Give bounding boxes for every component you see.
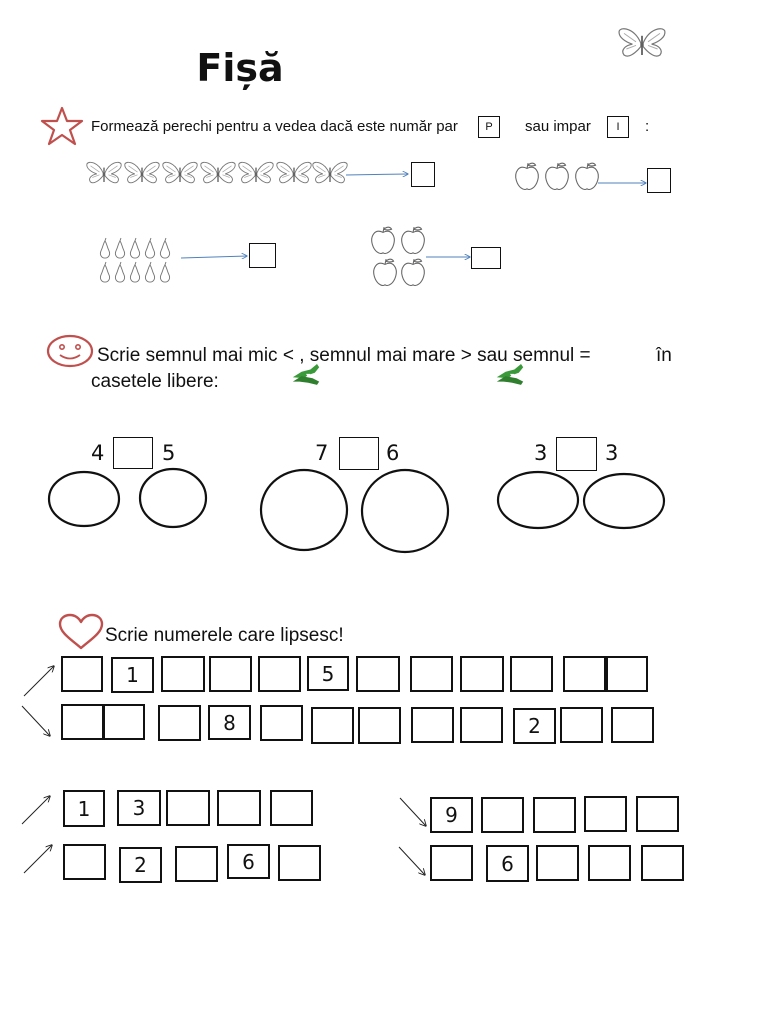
pair-arrow (346, 170, 412, 180)
number-box[interactable] (278, 845, 321, 881)
pair-arrow (598, 178, 650, 188)
number-box[interactable] (584, 796, 627, 832)
answer-box[interactable] (411, 162, 435, 187)
butterfly-icon (162, 160, 198, 186)
apple-icon (400, 258, 426, 288)
number-box[interactable] (61, 656, 103, 692)
butterfly-icon (618, 26, 666, 60)
number-box[interactable] (175, 846, 218, 882)
given-number: 6 (501, 851, 514, 876)
number-box[interactable] (307, 656, 349, 691)
pear-icon (143, 238, 157, 259)
number-box[interactable] (208, 705, 251, 740)
even-label-box: P (478, 116, 500, 138)
butterfly-icon (276, 160, 312, 186)
compare-left-number: 7 (315, 441, 329, 465)
exercise3-instruction: Scrie numerele care lipsesc! (105, 625, 344, 646)
butterfly-icon (200, 160, 236, 186)
arrow-up-right-icon (22, 664, 56, 698)
sign-box[interactable] (339, 437, 379, 470)
number-box[interactable] (411, 707, 454, 743)
number-box[interactable] (636, 796, 679, 832)
butterfly-icon (238, 160, 274, 186)
pear-icon (98, 238, 112, 259)
number-box[interactable] (270, 790, 313, 826)
smiley-icon (46, 334, 94, 368)
arrow-up-right-icon (20, 794, 52, 826)
given-number: 5 (321, 661, 335, 686)
arrow-down-right-icon (20, 704, 54, 738)
number-box[interactable] (119, 847, 162, 883)
number-box[interactable] (533, 797, 576, 833)
number-box[interactable] (63, 844, 106, 880)
number-box[interactable] (117, 790, 161, 826)
number-box[interactable] (588, 845, 631, 881)
given-number: 9 (445, 803, 458, 827)
number-box[interactable] (486, 845, 529, 882)
number-box[interactable] (258, 656, 301, 692)
star-icon (40, 106, 84, 146)
set-circle (138, 467, 208, 529)
number-box[interactable] (606, 656, 648, 692)
arrow-down-right-icon (398, 796, 430, 828)
compare-right-number: 6 (386, 441, 400, 465)
odd-connector-text: sau impar (525, 118, 591, 135)
number-box[interactable] (166, 790, 210, 826)
set-circle (360, 468, 450, 554)
odd-label-box: I (607, 116, 629, 138)
answer-box[interactable] (647, 168, 671, 193)
pear-icon (158, 238, 172, 259)
answer-box[interactable] (249, 243, 276, 268)
number-box[interactable] (536, 845, 579, 881)
number-box[interactable] (510, 656, 553, 692)
number-box[interactable] (358, 707, 401, 744)
number-box[interactable] (209, 656, 252, 692)
pear-icon (128, 238, 142, 259)
arrow-up-right-icon (22, 843, 54, 875)
page-title: Fișă (196, 46, 284, 90)
given-number: 1 (126, 663, 139, 687)
crocodile-icon (496, 364, 524, 386)
apple-icon (372, 258, 398, 288)
number-box[interactable] (641, 845, 684, 881)
given-number: 3 (132, 796, 146, 820)
pear-icon (143, 262, 157, 283)
pear-icon (113, 262, 127, 283)
given-number: 2 (528, 714, 541, 738)
butterfly-icon (124, 160, 160, 186)
given-number: 8 (223, 710, 236, 735)
set-circle (47, 470, 121, 528)
number-box[interactable] (563, 656, 606, 692)
number-box[interactable] (111, 657, 154, 693)
set-circle (582, 472, 666, 530)
number-box[interactable] (430, 797, 473, 833)
exercise2-instruction-line2: casetele libere: (91, 371, 219, 392)
apple-icon (514, 162, 540, 192)
apple-group (370, 226, 430, 288)
butterfly-icon (312, 160, 348, 186)
compare-right-number: 3 (605, 441, 619, 465)
exercise1-instruction: Formează perechi pentru a vedea dacă este număr par (91, 118, 458, 135)
set-circle (259, 468, 349, 552)
instruction-colon: : (645, 118, 650, 135)
apple-group (514, 160, 604, 194)
sign-box[interactable] (556, 437, 597, 471)
pear-icon (98, 262, 112, 283)
pear-icon (113, 238, 127, 259)
arrow-down-right-icon (397, 845, 429, 877)
number-box[interactable] (611, 707, 654, 743)
number-box[interactable] (513, 708, 556, 744)
compare-left-number: 4 (91, 441, 105, 465)
number-box[interactable] (481, 797, 524, 833)
number-box[interactable] (430, 845, 473, 881)
number-box[interactable] (103, 704, 145, 740)
given-number: 2 (134, 853, 147, 877)
number-box[interactable] (61, 704, 104, 740)
number-box[interactable] (161, 656, 205, 692)
number-box[interactable] (311, 707, 354, 744)
number-box[interactable] (158, 705, 201, 741)
number-box[interactable] (63, 790, 105, 827)
given-number: 1 (77, 796, 91, 821)
butterfly-group (86, 160, 348, 188)
heart-icon (58, 614, 104, 650)
crocodile-icon (292, 364, 320, 386)
number-box[interactable] (460, 656, 504, 692)
compare-right-number: 5 (162, 441, 176, 465)
number-box[interactable] (260, 705, 303, 741)
butterfly-icon (86, 160, 122, 186)
given-number: 6 (242, 849, 255, 874)
exercise2-instruction-suffix: în (656, 345, 672, 366)
number-box[interactable] (217, 790, 261, 826)
pear-icon (128, 262, 142, 283)
number-box[interactable] (560, 707, 603, 743)
number-box[interactable] (356, 656, 400, 692)
apple-icon (574, 162, 600, 192)
apple-icon (400, 226, 426, 256)
pair-arrow (426, 252, 474, 262)
apple-icon (370, 226, 396, 256)
pair-arrow (181, 252, 251, 262)
number-box[interactable] (460, 707, 503, 743)
number-box[interactable] (227, 844, 270, 879)
sign-box[interactable] (113, 437, 153, 469)
exercise2-instruction-line1: Scrie semnul mai mic < , semnul mai mare > sau semnul = (97, 345, 591, 366)
set-circle (496, 470, 580, 530)
answer-box[interactable] (471, 247, 501, 269)
apple-icon (544, 162, 570, 192)
number-box[interactable] (410, 656, 453, 692)
compare-left-number: 3 (534, 441, 548, 465)
pear-group (98, 238, 178, 286)
pear-icon (158, 262, 172, 283)
